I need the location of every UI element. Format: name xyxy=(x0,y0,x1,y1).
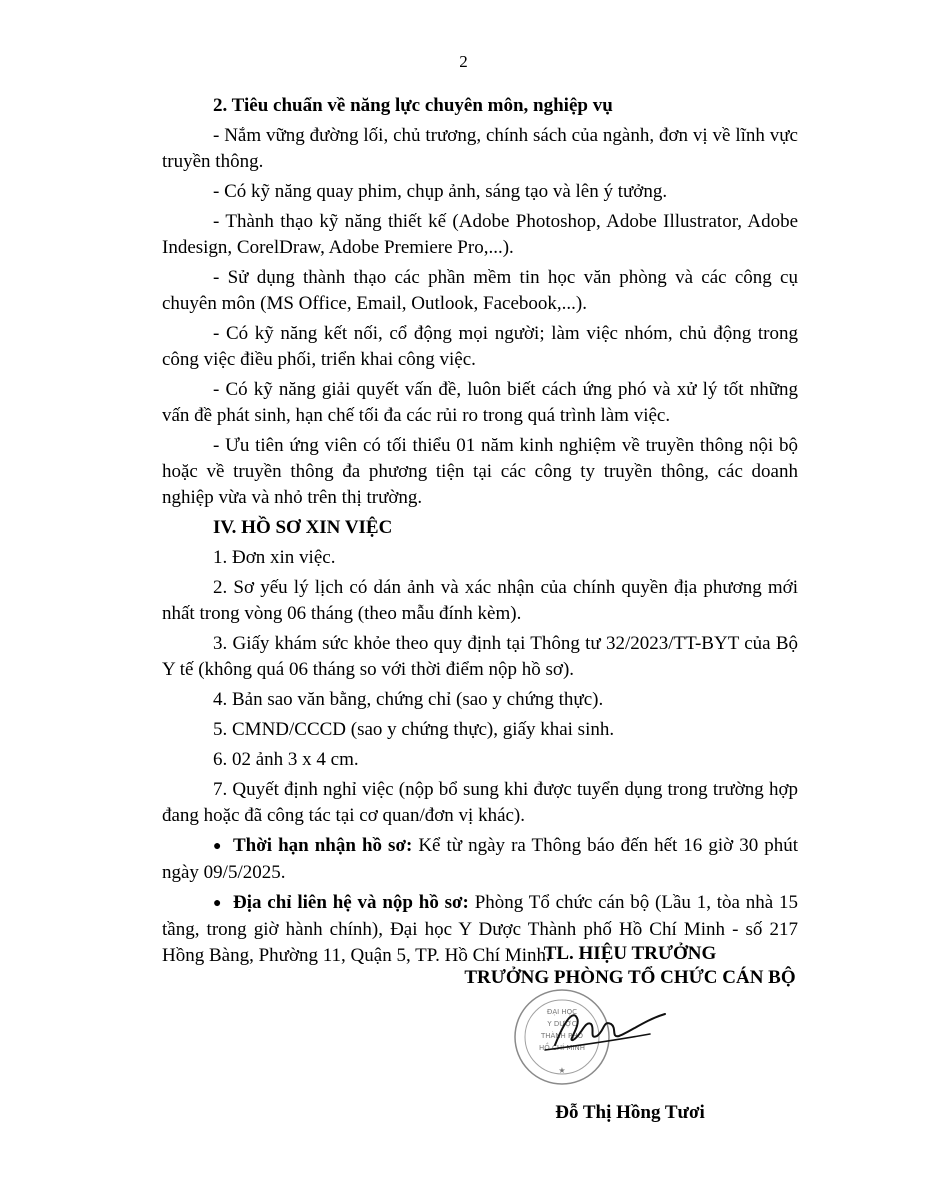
handwritten-signature-icon xyxy=(515,990,675,1070)
deadline-paragraph xyxy=(162,833,798,886)
requirement-item: - Nắm vững đường lối, chủ trương, chính sách của ngành, đơn vị về lĩnh vực truyền thông. xyxy=(162,125,798,172)
signer-name: Đỗ Thị Hồng Tươi xyxy=(555,1102,705,1123)
deadline-label: Thời hạn nhận hồ sơ: xyxy=(233,835,413,856)
document-item: 3. Giấy khám sức khỏe theo quy định tại Thông tư 32/2023/TT-BYT của Bộ Y tế (không quá 06 tháng so với thời điểm nộp hồ sơ). xyxy=(162,633,798,680)
signature-block xyxy=(440,942,820,990)
requirement-item: - Có kỹ năng quay phim, chụp ảnh, sáng tạo và lên ý tưởng. xyxy=(213,181,668,202)
requirement-item: - Có kỹ năng giải quyết vấn đề, luôn biết cách ứng phó và xử lý tốt những vấn đề phát sinh, hạn chế tối đa các rủi ro trong quá trình làm việc. xyxy=(162,379,798,426)
requirement-item: - Ưu tiên ứng viên có tối thiểu 01 năm kinh nghiệm về truyền thông nội bộ hoặc về truyền thông đa phương tiện tại các công ty truyền thông, các doanh nghiệp vừa và nhỏ trên thị trường. xyxy=(162,435,798,508)
document-item: 7. Quyết định nghỉ việc (nộp bổ sung khi được tuyển dụng trong trường hợp đang hoặc đã công tác tại cơ quan/đơn vị khác). xyxy=(162,779,798,826)
document-body xyxy=(162,93,798,973)
section-title-application: IV. HỒ SƠ XIN VIỆC xyxy=(213,517,393,538)
document-item: 1. Đơn xin việc. xyxy=(213,547,336,568)
requirement-item: - Có kỹ năng kết nối, cổ động mọi người; làm việc nhóm, chủ động trong công việc điều phối, triển khai công việc. xyxy=(162,323,798,370)
svg-text:ĐẠI HỌC: ĐẠI HỌC xyxy=(546,1008,578,1016)
bullet-icon: ● xyxy=(213,896,222,911)
svg-text:THÀNH PHỐ: THÀNH PHỐ xyxy=(540,1032,584,1040)
bullet-icon: ● xyxy=(213,839,222,854)
svg-text:HỒ CHÍ MINH: HỒ CHÍ MINH xyxy=(538,1044,586,1052)
deadline-text: Kể từ ngày ra Thông báo đến hết 16 giờ 30 phút ngày 09/5/2025. xyxy=(162,835,798,883)
document-item: 6. 02 ảnh 3 x 4 cm. xyxy=(213,749,359,770)
svg-text:★: ★ xyxy=(558,1066,566,1075)
document-item: 5. CMND/CCCD (sao y chứng thực), giấy khai sinh. xyxy=(213,719,615,740)
contact-text: Phòng Tổ chức cán bộ (Lầu 1, tòa nhà 15 tầng, trong giờ hành chính), Đại học Y Dược Thành phố Hồ Chí Minh - số 217 Hồng Bàng, Phường 11, Quận 5, TP. Hồ Chí Minh. xyxy=(162,892,799,966)
section-heading-competence: 2. Tiêu chuẩn về năng lực chuyên môn, nghiệp vụ xyxy=(213,95,613,116)
signature-title-1: TL. HIỆU TRƯỞNG xyxy=(543,943,717,964)
document-item: 2. Sơ yếu lý lịch có dán ảnh và xác nhận của chính quyền địa phương mới nhất trong vòng 06 tháng (theo mẫu đính kèm). xyxy=(162,577,798,624)
page-number: 2 xyxy=(459,52,468,71)
requirement-item: - Thành thạo kỹ năng thiết kế (Adobe Photoshop, Adobe Illustrator, Adobe Indesign, CorelDraw, Adobe Premiere Pro,...). xyxy=(162,211,798,258)
svg-text:Y DƯỢC: Y DƯỢC xyxy=(547,1020,577,1028)
contact-label: Địa chỉ liên hệ và nộp hồ sơ: xyxy=(233,892,469,913)
document-item: 4. Bản sao văn bằng, chứng chỉ (sao y chứng thực). xyxy=(213,689,604,710)
requirement-item: - Sử dụng thành thạo các phần mềm tin học văn phòng và các công cụ chuyên môn (MS Office, Email, Outlook, Facebook,...). xyxy=(162,267,798,314)
signature-title-2: TRƯỞNG PHÒNG TỔ CHỨC CÁN BỘ xyxy=(464,967,796,988)
